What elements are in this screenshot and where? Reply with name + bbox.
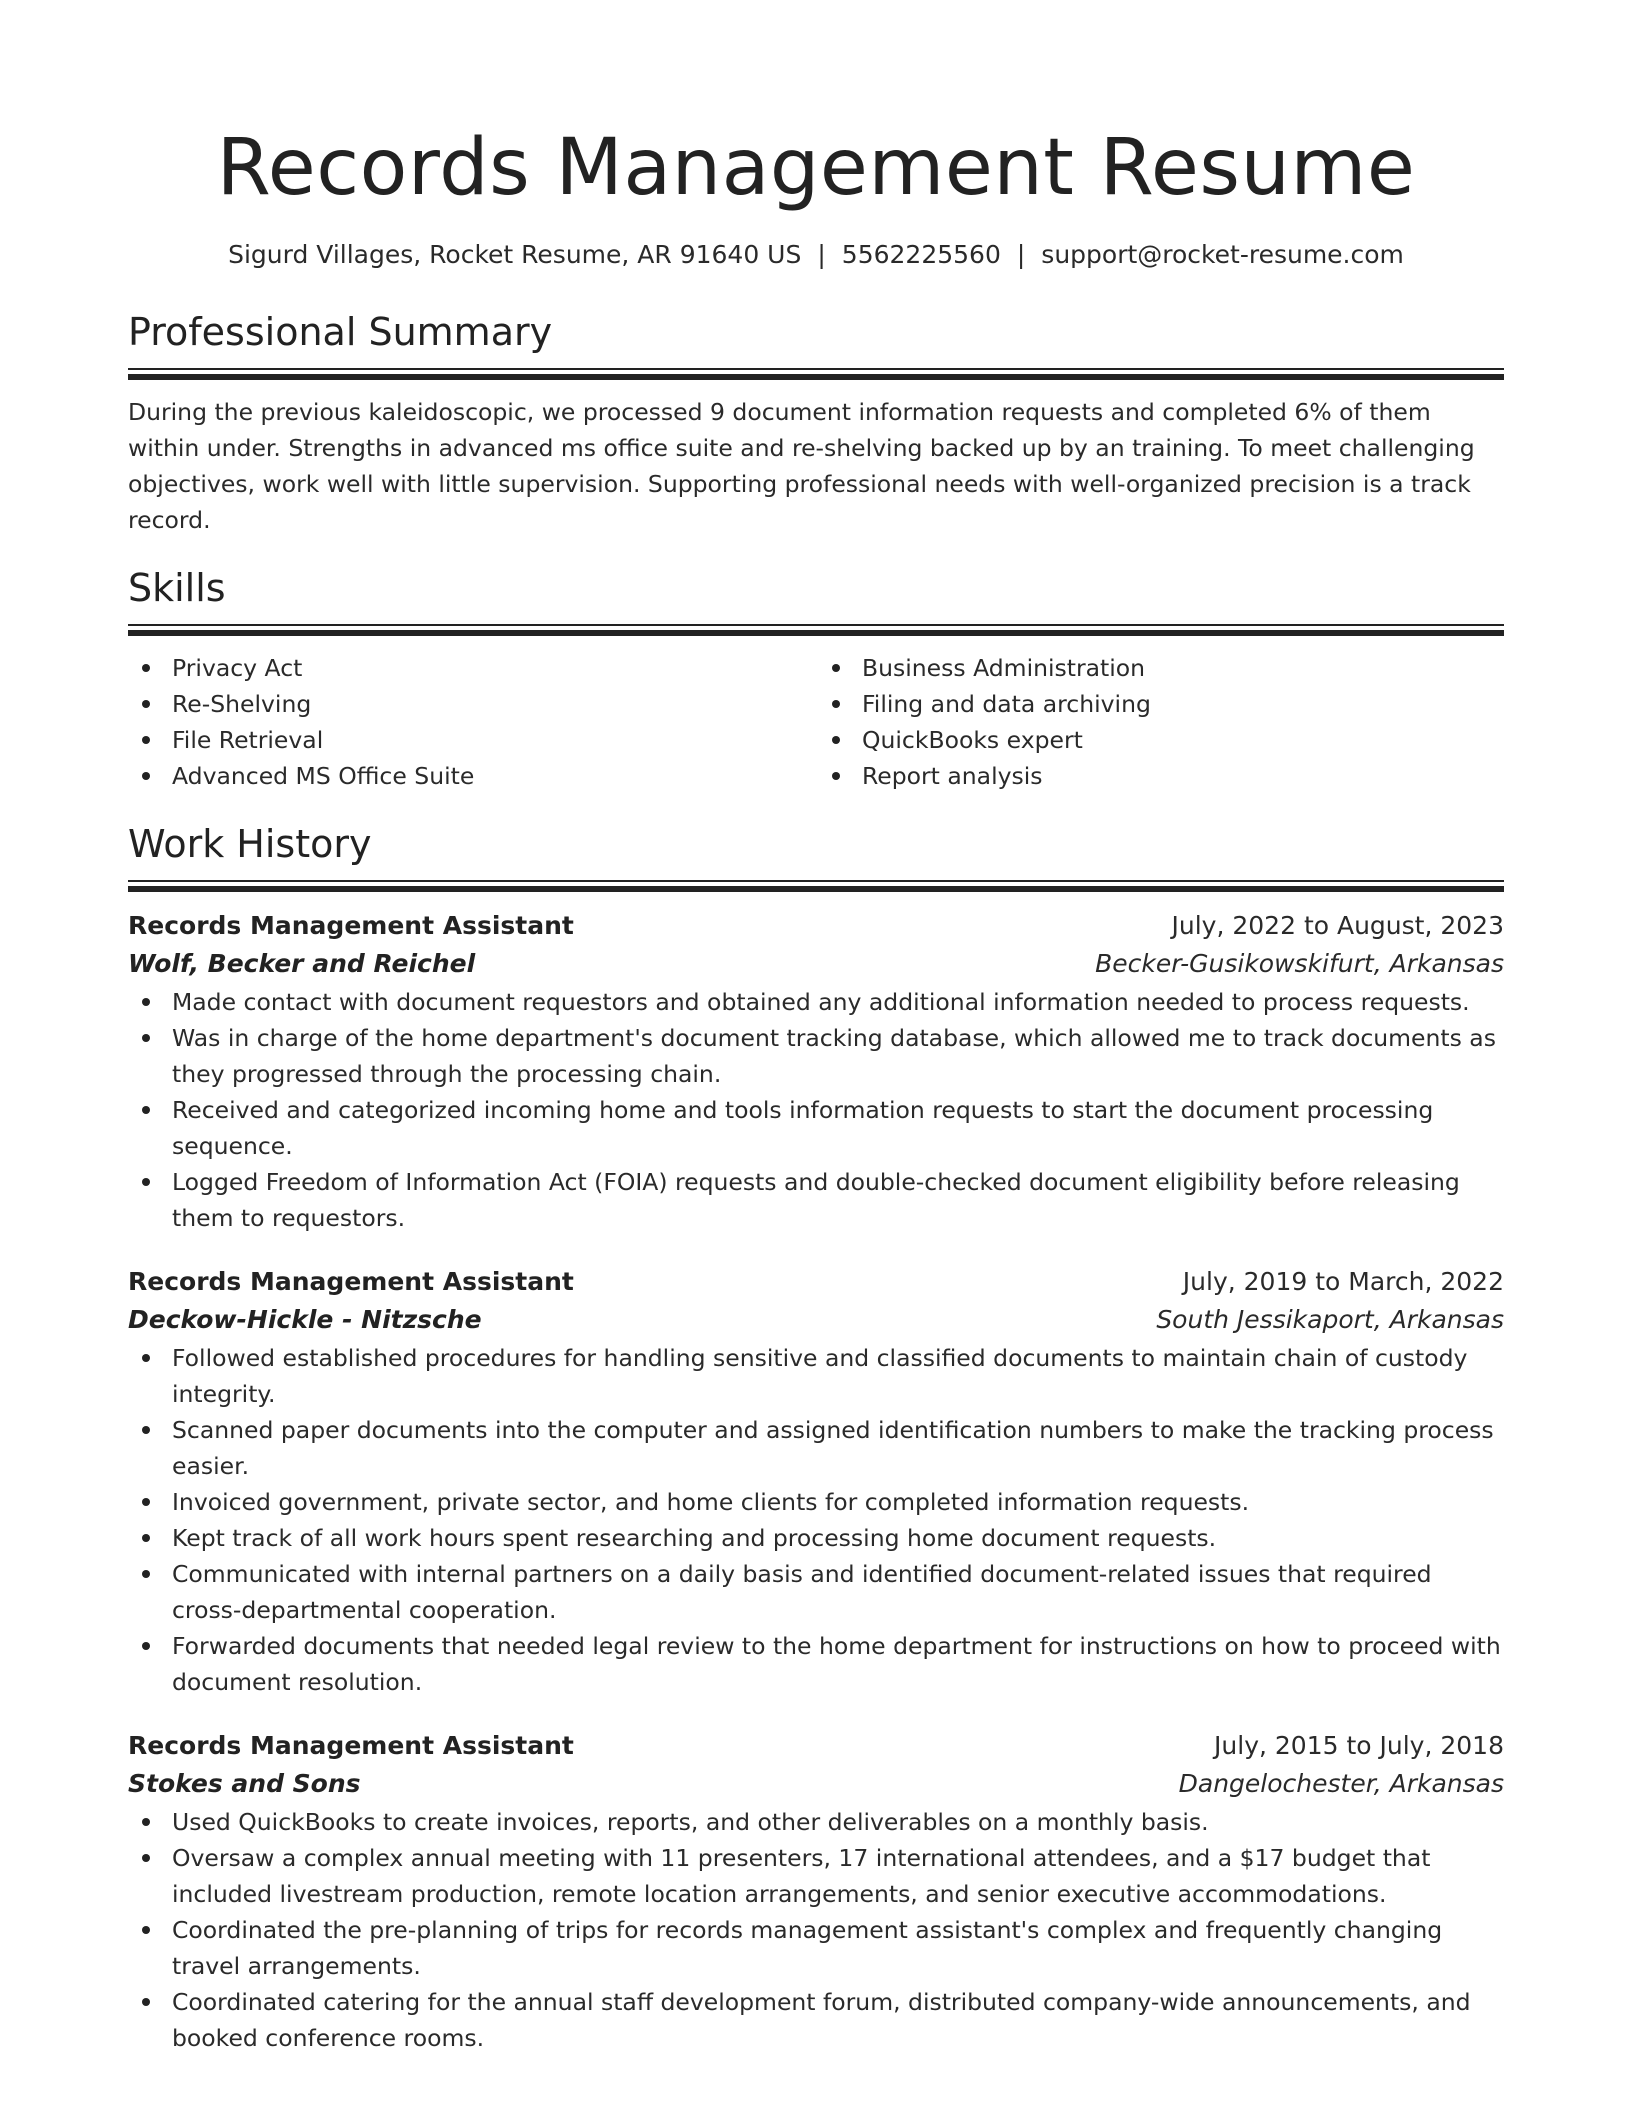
section-heading-skills: Skills xyxy=(128,566,226,610)
duty-item: Oversaw a complex annual meeting with 11 presenters, 17 international attendees, and a $17 budget that included livestream production, remote location arrangements, and senior executive accommodations. xyxy=(128,1840,1504,1912)
duty-item: Coordinated catering for the annual staff development forum, distributed company-wide announcements, and booked conference rooms. xyxy=(128,1984,1504,2056)
job-location: Dangelochester, Arkansas xyxy=(1178,1769,1504,1798)
job-dates: July, 2019 to March, 2022 xyxy=(1182,1267,1504,1296)
job-location: Becker-Gusikowskifurt, Arkansas xyxy=(1095,949,1504,978)
section-divider xyxy=(128,624,1504,636)
job-title: Records Management Assistant xyxy=(128,1267,574,1296)
contact-separator: | xyxy=(1016,240,1026,269)
job-duties xyxy=(128,984,1504,1236)
skills-column-right xyxy=(814,650,1504,794)
duty-item: Received and categorized incoming home and tools information requests to start the document processing sequence. xyxy=(128,1092,1504,1164)
job-header xyxy=(128,908,1504,944)
skill-item: Business Administration xyxy=(818,650,1504,686)
resume-page xyxy=(128,0,1504,2056)
duty-item: Followed established procedures for handling sensitive and classified documents to maintain chain of custody integrity. xyxy=(128,1340,1504,1412)
section-divider xyxy=(128,880,1504,892)
duty-item: Logged Freedom of Information Act (FOIA) requests and double-checked document eligibility before releasing them to requestors. xyxy=(128,1164,1504,1236)
job-dates: July, 2015 to July, 2018 xyxy=(1214,1731,1504,1760)
section-heading-summary: Professional Summary xyxy=(128,310,553,354)
job-company: Wolf, Becker and Reichel xyxy=(128,949,476,978)
contact-address: Sigurd Villages, Rocket Resume, AR 91640 US xyxy=(228,240,802,269)
job-dates: July, 2022 to August, 2023 xyxy=(1171,911,1504,940)
contact-line xyxy=(128,238,1504,272)
skill-item: QuickBooks expert xyxy=(818,722,1504,758)
job-header xyxy=(128,1264,1504,1300)
job-duties xyxy=(128,1804,1504,2056)
job-subheader xyxy=(128,1300,1504,1340)
job-company: Deckow-Hickle - Nitzsche xyxy=(128,1305,482,1334)
resume-title: Records Management Resume xyxy=(216,123,1416,213)
job-header xyxy=(128,1728,1504,1764)
summary-text: During the previous kaleidoscopic, we processed 9 document information requests and completed 6% of them within under. Strengths in advanced ms office suite and re-shelving backed up by an training. To meet challenging objectives, work well with little supervision. Supporting professional needs with well-organized precision is a track record. xyxy=(128,398,1475,534)
skills-section xyxy=(128,564,1504,794)
job-entry xyxy=(128,908,1504,1236)
duty-item: Scanned paper documents into the computer and assigned identification numbers to make the tracking process easier. xyxy=(128,1412,1504,1484)
job-title: Records Management Assistant xyxy=(128,1731,574,1760)
job-subheader xyxy=(128,1764,1504,1804)
duty-item: Was in charge of the home department's document tracking database, which allowed me to track documents as they progressed through the processing chain. xyxy=(128,1020,1504,1092)
skill-item: Report analysis xyxy=(818,758,1504,794)
duty-item: Communicated with internal partners on a daily basis and identified document-related issues that required cross-departmental cooperation. xyxy=(128,1556,1504,1628)
job-entry xyxy=(128,1728,1504,2056)
contact-email[interactable]: support@rocket-resume.com xyxy=(1041,240,1404,269)
section-divider xyxy=(128,368,1504,380)
section-heading-work-history: Work History xyxy=(128,822,372,866)
job-title: Records Management Assistant xyxy=(128,911,574,940)
duty-item: Forwarded documents that needed legal review to the home department for instructions on how to proceed with document resolution. xyxy=(128,1628,1504,1700)
skills-columns xyxy=(128,650,1504,794)
skill-item: Filing and data archiving xyxy=(818,686,1504,722)
skills-column-left xyxy=(128,650,814,794)
job-subheader xyxy=(128,944,1504,984)
skill-item: Advanced MS Office Suite xyxy=(128,758,814,794)
skill-item: File Retrieval xyxy=(128,722,814,758)
duty-item: Kept track of all work hours spent researching and processing home document requests. xyxy=(128,1520,1504,1556)
summary-section xyxy=(128,308,1504,538)
job-entry xyxy=(128,1264,1504,1700)
contact-phone: 5562225560 xyxy=(841,240,1001,269)
skill-item: Re-Shelving xyxy=(128,686,814,722)
duty-item: Used QuickBooks to create invoices, reports, and other deliverables on a monthly basis. xyxy=(128,1804,1504,1840)
duty-item: Made contact with document requestors and obtained any additional information needed to process requests. xyxy=(128,984,1504,1020)
job-company: Stokes and Sons xyxy=(128,1769,361,1798)
contact-separator: | xyxy=(817,240,826,269)
work-history-section xyxy=(128,820,1504,2056)
job-duties xyxy=(128,1340,1504,1700)
job-location: South Jessikaport, Arkansas xyxy=(1156,1305,1504,1334)
duty-item: Coordinated the pre-planning of trips for records management assistant's complex and frequently changing travel arrangements. xyxy=(128,1912,1504,1984)
duty-item: Invoiced government, private sector, and home clients for completed information requests. xyxy=(128,1484,1504,1520)
skill-item: Privacy Act xyxy=(128,650,814,686)
